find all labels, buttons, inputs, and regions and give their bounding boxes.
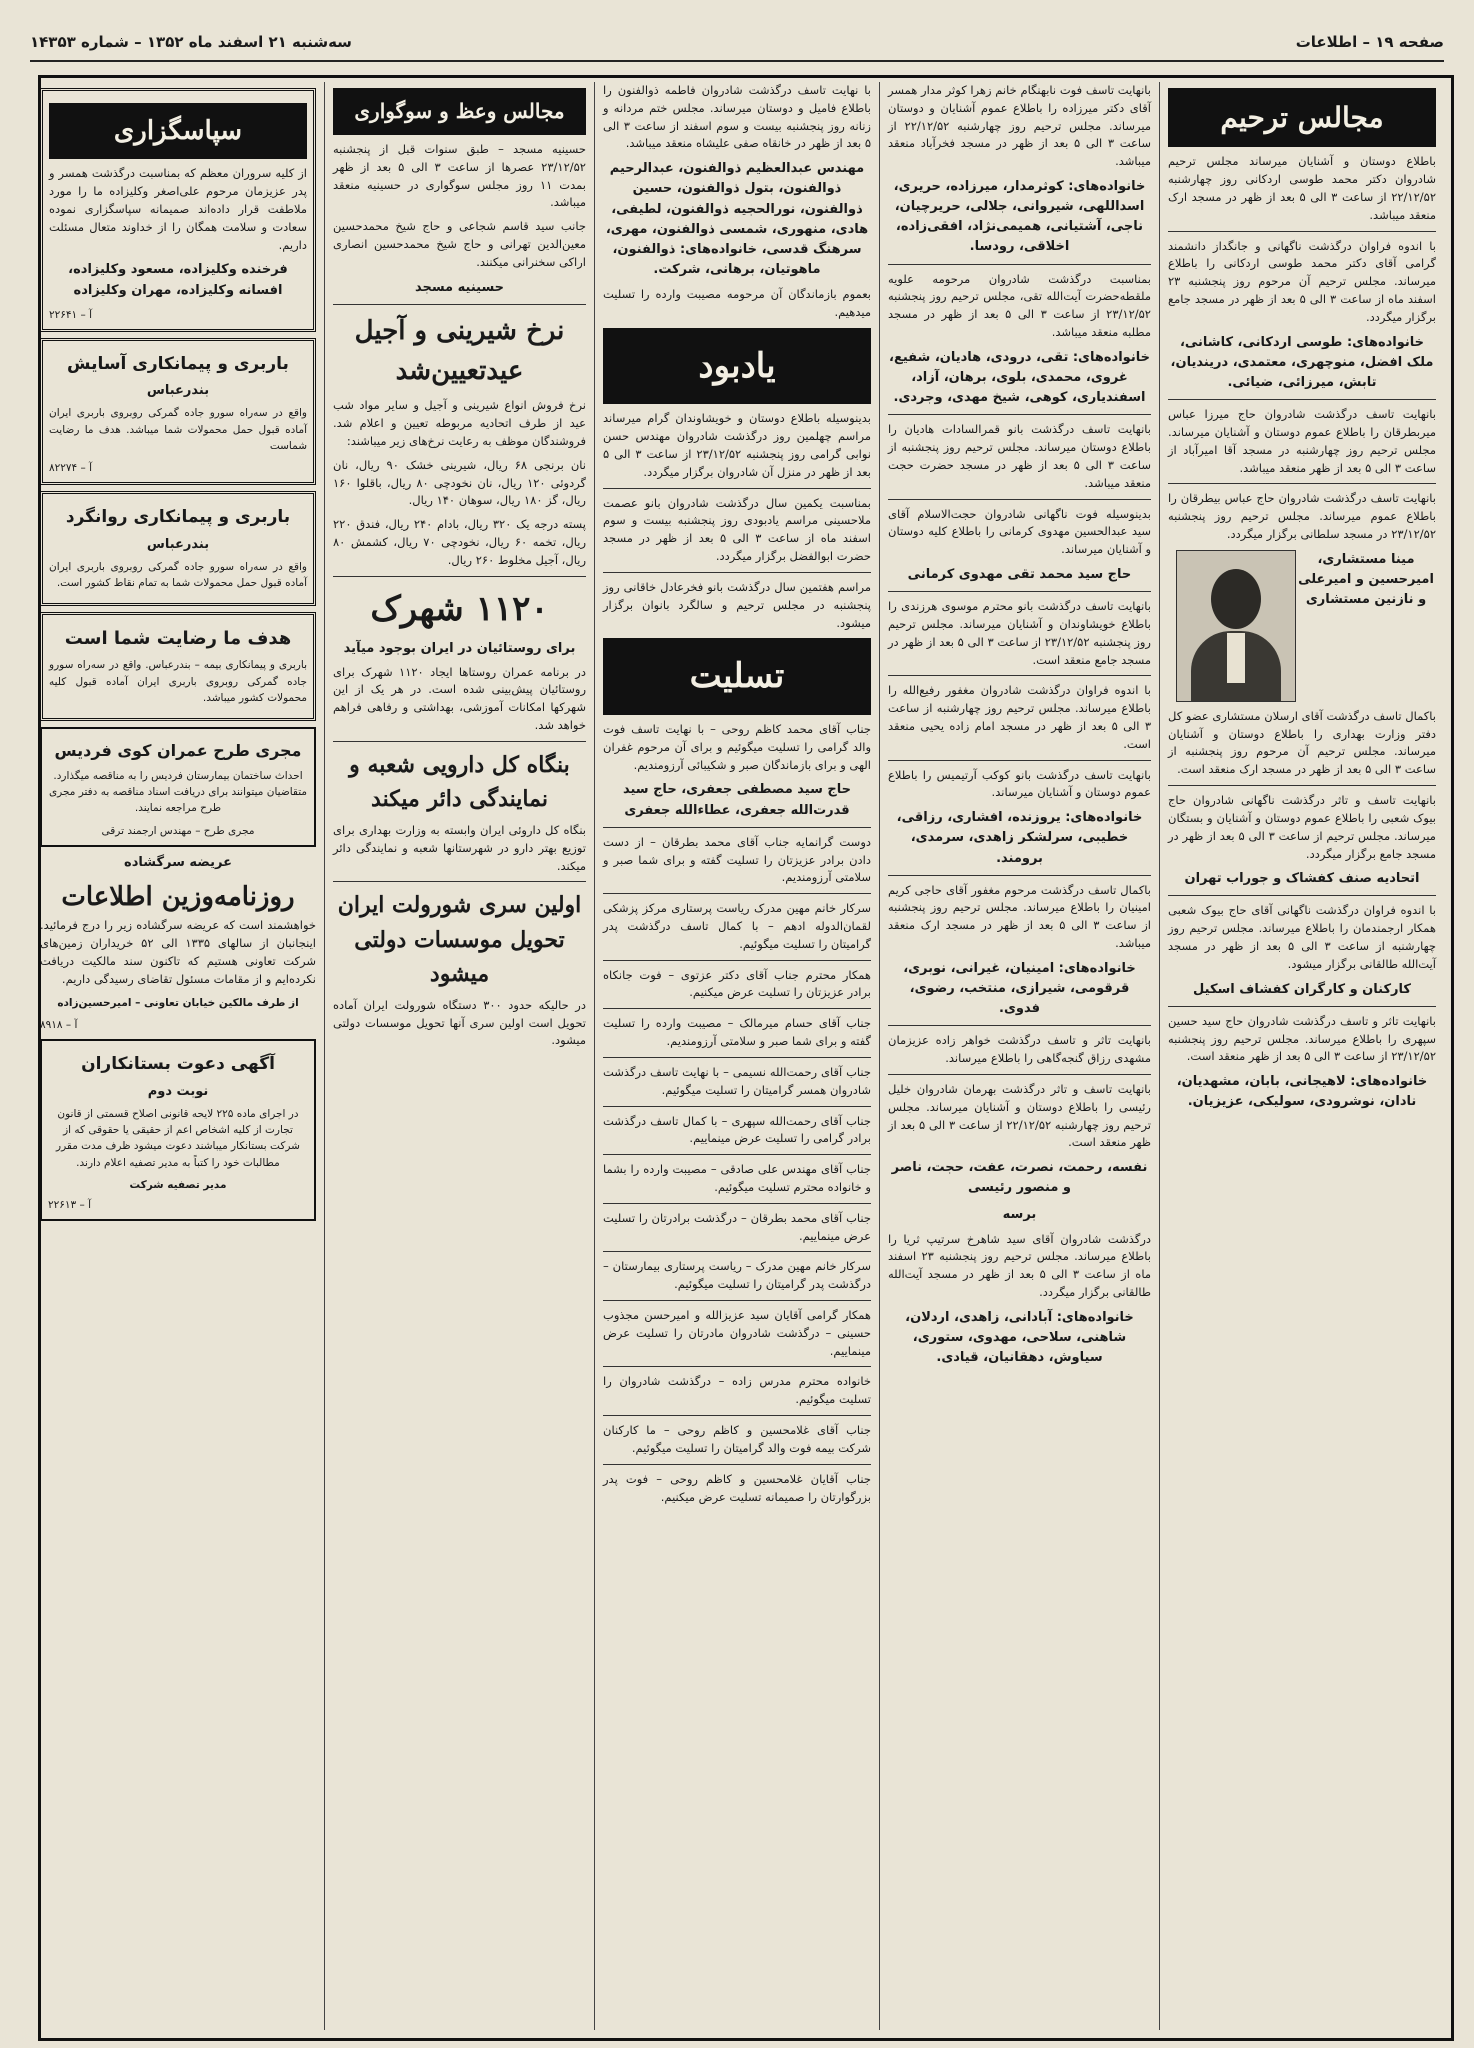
notice-title: آگهی دعوت بستانکاران: [81, 1054, 275, 1075]
divider: [1168, 231, 1436, 232]
divider: [603, 827, 871, 828]
condolence: جناب آقای حسام میرمالک – مصیبت وارده را تسلیت گفته و برای شما صبر و سلامتی آرزومندیم.: [603, 1016, 871, 1049]
ad-code: آ – ۸۲۲۷۴: [49, 462, 93, 475]
ad-text: واقع در سه‌راه سورو جاده گمرکی روبروی باربری ایران آماده قبول حمل محمولات شما به تمام نقاط کشور است.: [49, 560, 307, 590]
bongah-headline: بنگاه کل دارویی شعبه و نمایندگی دائر میکند: [349, 751, 570, 812]
tarhim-title: مجالس ترحیم: [1168, 88, 1436, 147]
ad-title: باربری و پیمانکاری روانگرد: [65, 507, 291, 528]
notice: بانهایت تاسف درگذشت بانو قمرالسادات هادیان را باطلاع دوستان میرساند. مجلس ترحیم روز پنجشنبه از ساعت ۳ الی ۵ بعد از ظهر در مسجد حضرت حجت منعقد میباشد.: [888, 422, 1151, 490]
divider: [1168, 483, 1436, 484]
divider: [603, 1203, 871, 1204]
column-5: [32, 82, 324, 2030]
condolence: جناب آقای مهندس علی صادقی – مصیبت وارده را بشما و خانواده محترم تسلیت میگوئیم.: [603, 1162, 871, 1194]
article-text: در برنامه عمران روستاها ایجاد ۱۱۲۰ شهرک برای روستائیان پیش‌بینی شده است. در هر یک از این شهرکها امکانات آموزشی، بهداشتی و رفاهی فراهم خواهد شد.: [333, 664, 586, 732]
header-rule: [30, 60, 1444, 62]
family-list: خانواده‌های: امینیان، غیرانی، نوبری، قرقومی، شیرازی، منتخب، رضوی، فدوی.: [903, 960, 1136, 1017]
divider: [603, 1300, 871, 1301]
thanks-box: [40, 88, 316, 332]
divider: [888, 1074, 1151, 1075]
page-header: [30, 22, 1444, 62]
divider: [603, 1366, 871, 1367]
family-list: مهندس عبدالعظیم ذوالفنون، عبدالرحیم ذوالفنون، بتول ذوالفنون، حسین ذوالفنون، نورالحجیه ذوالفنون، لطیفی، هادی، منهوری، شمسی ذوالفنون، مهری، سرهنگ قدسی، خانواده‌های: ذوالفنون، ماهوتیان، برهانی، شرکت.: [605, 161, 869, 277]
family-list: خانواده‌های: آبادانی، زاهدی، اردلان، شاهنی، سلاحی، مهدوی، ستوری، سیاوش، دهقانیان، قیادی.: [905, 1309, 1134, 1366]
divider: [888, 760, 1151, 761]
divider: [888, 1025, 1151, 1026]
thanks-names: فرخنده وکلیزاده، مسعود وکلیزاده، افسانه وکلیزاده، مهران وکلیزاده: [68, 262, 288, 298]
condolence: جناب آقای غلامحسین و کاظم روحی – ما کارکنان شرکت بیمه فوت والد گرامیتان را تسلیت میگوئیم.: [603, 1423, 871, 1455]
ad-title: مجری طرح عمران کوی فردیس: [54, 741, 302, 761]
condolence: جناب آقایان غلامحسین و کاظم روحی – فوت پدر بزرگوارتان را صمیمانه تسلیت عرض میکنیم.: [603, 1471, 871, 1504]
notice: با اندوه فراوان درگذشت ناگهانی آقای حاج بیوک شعبی همکار ارجمندمان را باطلاع میرساند. مجلس ترحیم روز چهارشنبه از ساعت ۳ الی ۵ بعد از ظهر در مسجد آیت‌الله طالقانی برگزار میشود.: [1168, 903, 1436, 971]
thanks-title: سپاسگزاری: [49, 103, 307, 159]
divider: [888, 499, 1151, 500]
divider: [603, 1464, 871, 1465]
ad-title: هدف ما رضایت شما است: [64, 628, 292, 650]
condolence: جناب آقای محمد بطرقان – درگذشت برادرتان را تسلیت عرض مینماییم.: [603, 1210, 871, 1243]
family-list: خانواده‌های: طوسی اردکانی، کاشانی، ملک افضل، منوچهری، معتمدی، دریندیان، تابش، میرزائی، ضیائی.: [1170, 334, 1434, 390]
open-letter-signature: از طرف مالکین خیابان تعاونی – امیرحسین‌زاده: [57, 996, 299, 1009]
notice: بمناسبت یکمین سال درگذشت شادروان بانو عصمت ملاحسینی مراسم یادبودی روز پنجشنبه بیست و سوم اسفند ماه از ساعت ۳ الی ۵ بعد از ظهر در مسجد حضرت ابوالفضل برگزار میگردد.: [603, 495, 871, 564]
subheading: برسه: [1002, 1206, 1037, 1222]
divider: [603, 488, 871, 489]
divider: [603, 572, 871, 573]
article-text: پسته درجه یک ۳۲۰ ریال، بادام ۲۴۰ ریال، فندق ۲۲۰ ریال، تخمه ۶۰ ریال، نخودچی ۷۰ ریال، کشمش ۸۰ ریال، آجیل مخلوط ۲۶۰ ریال.: [333, 517, 586, 567]
union-name: اتحادیه صنف کفشاک و جوراب تهران: [1184, 871, 1420, 887]
notice: بانهایت تاسف درگذشت بانو کوکب آرتیمیس را باطلاع عموم دوستان و آشنایان میرساند.: [888, 767, 1151, 800]
divider: [603, 1057, 871, 1058]
column-2: [879, 82, 1159, 2030]
divider: [888, 675, 1151, 676]
notice: با اندوه فراوان درگذشت شادروان مغفور رفیع‌الله را باطلاع میرساند. مجلس ترحیم روز چهارشنبه از ساعت ۳ الی ۵ بعد از ظهر در مسجد امام زاده یحیی منعقد است.: [888, 683, 1151, 751]
notice: بمناسبت درگذشت شادروان مرحومه علویه ملقطه‌حضرت آیت‌الله تقی، مجلس ترحیم روز پنجشنبه ۲۳/۱۲/۵۲ از ساعت ۳ الی ۵ بعد از ظهر در مسجد مطلبه منعقد میباشد.: [888, 271, 1151, 340]
column-1: [1159, 82, 1444, 2030]
ad-asayesh: [40, 338, 316, 486]
divider: [888, 875, 1151, 876]
divider: [333, 881, 586, 882]
notice: باطلاع دوستان و آشنایان میرساند مجلس ترحیم شادروان دکتر محمد طوسی اردکانی روز چهارشنبه ۲۲/۱۲/۵۲ از ساعت ۳ الی ۵ بعد از ظهر در مسجد ارک منعقد میباشد.: [1168, 154, 1436, 222]
notice-signature: مدیر تصفیه شرکت: [129, 1178, 227, 1191]
divider: [1168, 1006, 1436, 1007]
ad-subtitle: بندرعباس: [146, 383, 210, 399]
open-letter-text: خواهشمند است که عریضه سرگشاده زیر را درج فرمائید. اینجانبان از سالهای ۱۳۳۵ الی ۵۲ خریداران زمین‌های شرکت تعاونی هستیم که تاکنون سند مالکیت دریافت نکرده‌ایم و از مقامات مسئول تقاضای رسیدگی داریم.: [40, 918, 316, 986]
article-text: نان برنجی ۶۸ ریال، شیرینی خشک ۹۰ ریال، نان گردوئی ۱۲۰ ریال، نان نخودچی ۸۰ ریال، باقلوا ۱۶۰ ریال، گز ۱۸۰ ریال، سوهان ۱۴۰ ریال.: [333, 457, 587, 508]
condolence: سرکار خانم مهین مدرک – ریاست پرستاری بیمارستان – درگذشت پدر گرامیتان را تسلیت میگوئیم.: [603, 1259, 871, 1292]
notice: بانهایت تاسف فوت نابهنگام خانم زهرا کوثر مدار همسر آقای دکتر میرزاده را باطلاع عموم آشنایان و دوستان میرساند. مجلس ترحیم روز چهارشنبه ۲۲/۱۲/۵۲ از ساعت ۳ الی ۵ بعد از ظهر در مسجد فخرآباد منعقد میباشد.: [888, 83, 1151, 169]
divider: [333, 741, 586, 742]
ad-ravangard: [40, 491, 316, 606]
condolence: دوست گرانمایه جناب آقای محمد بطرقان – از دست دادن برادر عزیزتان را تسلیت گفته و برای شما صبر و سلامتی آرزومندیم.: [603, 834, 871, 885]
ad-text: باربری و پیمانکاری بیمه – بندرعباس. واقع در سه‌راه سورو جاده گمرکی روبروی باربری ایران آماده قبول کلیه محمولات کشور میباشد.: [49, 659, 307, 704]
open-letter-kicker: عریضه سرگشاده: [124, 855, 232, 871]
notice: بعموم بازماندگان آن مرحومه مصیبت وارده را تسلیت میدهیم.: [603, 287, 871, 319]
ad-text: احداث ساختمان بیمارستان فردیس را به مناقصه میگذارد. متقاضیان میتوانند برای دریافت اسناد مناقصه به دفتر مجری طرح مراجعه نمایند.: [48, 769, 308, 815]
notice: بانهایت تاثر و تاسف درگذشت شادروان حاج سید حسین سپهری را باطلاع میرساند. مجلس ترحیم روز پنجشنبه ۲۳/۱۲/۵۲ از ساعت ۳ الی ۵ بعد از ظهر منعقد است.: [1168, 1013, 1436, 1064]
divider: [333, 304, 586, 305]
notice: بانهایت تاسف درگذشت بانو محترم موسوی هرزندی را باطلاع خویشاوندان و آشنایان میرساند. مجلس ترحیم روز پنجشنبه ۲۳/۱۲/۵۲ از ساعت ۳ الی ۵ بعد از ظهر در مسجد جامع منعقد است.: [888, 599, 1151, 667]
family-list: خانواده‌های: تقی، درودی، هادیان، شفیع، غروی، محمدی، بلوی، برهان، آزاد، اسفندیاری، کوهی، شیخ مهدی، وجردی.: [889, 349, 1150, 406]
ad-code: آ – ۲۲۶۴۱: [49, 308, 93, 321]
column-4: [324, 82, 594, 2030]
divider: [1168, 895, 1436, 896]
article-text: در حالیکه حدود ۳۰۰ دستگاه شورولت ایران آماده تحویل است اولین سری آنها تحویل موسسات دولتی میشود.: [333, 997, 586, 1048]
notice: حسینیه مسجد – طبق سنوات قبل از پنجشنبه ۲۳/۱۲/۵۲ عصرها از ساعت ۳ الی ۵ بعد از ظهر بمدت ۱۱ روز مجلس سوگواری در حسینیه منعقد میباشد.: [333, 142, 586, 210]
notice: بدینوسیله باطلاع دوستان و خویشاوندان گرام میرساند مراسم چهلمین روز درگذشت شادروان مهندس حسن نوابی گرامی روز پنجشنبه ۲۳/۱۲/۵۲ از ساعت ۳ الی ۵ بعد از ظهر در منزل آن شادروان برگزار میگردد.: [603, 411, 871, 479]
notice: درگذشت شادروان آقای سید شاهرخ سرتیپ ثریا را باطلاع میرساند. مجلس ترحیم روز پنجشنبه ۲۳ اسفند ماه از ساعت ۳ الی ۵ بعد از ظهر در مسجد آیت‌الله طالقانی برگزار میگردد.: [888, 1231, 1151, 1300]
notice: بانهایت تاسف درگذشت شادروان حاج میرزا عباس میربطرقان را باطلاع عموم دوستان و آشنایان میرساند. مجلس ترحیم روز چهارشنبه در مسجد آقا امیرآباد از ساعت ۳ الی ۵ بعد از ظهر منعقد میباشد.: [1168, 407, 1436, 475]
divider: [603, 893, 871, 894]
notice: با نهایت تاسف درگذشت شادروان فاطمه ذوالفنون را باطلاع فامیل و دوستان میرساند. مجلس ختم مردانه و زنانه روز پنجشنبه بیست و سوم اسفند از ساعت ۳ الی ۵ بعد از ظهر در خانقاه صفی علیشاه منعقد میباشد.: [603, 83, 871, 151]
condolence: همکار محترم جناب آقای دکتر عزتوی – فوت جانکاه برادر عزیزتان را تسلیت عرض میکنیم.: [603, 967, 871, 1000]
divider: [888, 414, 1151, 415]
rates-headline: نرخ شیرینی و آجیل عیدتعیین‌شد: [354, 315, 565, 387]
signature: حاج سید مصطفی جعفری، حاج سید قدرت‌الله جعفری، عطاءالله جعفری: [622, 782, 852, 818]
ad-code: آ – ۸۹۱۸: [40, 1018, 78, 1031]
divider: [888, 591, 1151, 592]
taslit-title: تسلیت: [603, 638, 871, 715]
divider: [603, 1106, 871, 1107]
notice: بانهایت تاسف و تاثر درگذشت بهرمان شادروان خلیل رئیسی را باطلاع دوستان و آشنایان میرساند. مجلس ترحیم روز چهارشنبه ۲۲/۱۲/۵۲ از ساعت ۳ الی ۵ بعد از ظهر منعقد است.: [888, 1081, 1151, 1150]
shahrak-headline: ۱۱۲۰ شهرک: [370, 588, 549, 629]
ad-code: آ – ۲۲۶۱۳: [48, 1199, 92, 1212]
divider: [603, 1154, 871, 1155]
notice-text: در اجرای ماده ۲۲۵ لایحه قانونی اصلاح قسمتی از قانون تجارت از کلیه اشخاص اعم از حقیقی یا حقوقی که از شرکت بستانکار میباشند دعوت میشود ظرف مدت مقرر مطالبات خود را کتباً به مدیر تصفیه اعلام دارند.: [56, 1107, 300, 1169]
divider: [603, 960, 871, 961]
notice: بانهایت تاسف درگذشت شادروان حاج عباس بیطرقان را باطلاع عموم میرساند. مجلس ترحیم روز پنجشنبه ۲۳/۱۲/۵۲ در مسجد سلطانی برگزار میگردد.: [1168, 491, 1436, 541]
notice: بدینوسیله فوت ناگهانی شادروان حجت‌الاسلام آقای سید عبدالحسین مهدوی کرمانی را باطلاع کلیه دوستان و آشنایان میرساند.: [888, 506, 1151, 557]
divider: [603, 1415, 871, 1416]
divider: [888, 264, 1151, 265]
divider: [1168, 785, 1436, 786]
shahrak-subheadline: برای روستائیان در ایران بوجود میآید: [343, 641, 576, 657]
condolence: جناب آقای رحمت‌الله سپهری – با کمال تاسف درگذشت برادر گرامی را تسلیت عرض مینماییم.: [603, 1113, 871, 1146]
thanks-text: از کلیه سروران معظم که بمناسبت درگذشت همسر و پدر عزیزمان مرحوم علی‌اصغر وکلیزاده ما را مورد ملاطفت قرار داده‌اند صمیمانه سپاسگزاری نموده سعادت و سلامت همگان را از خداوند متعال مسئلت داریم.: [49, 166, 307, 252]
yadbood-title: یادبود: [603, 328, 871, 405]
signature: حسینیه مسجد: [414, 279, 505, 295]
ad-signature: مجری طرح – مهندس ارجمند ترقی: [101, 824, 255, 837]
chevrolet-headline: اولین سری شورولت ایران تحویل موسسات دولتی میشود: [337, 892, 582, 987]
notice: بانهایت تاثر و تاسف درگذشت خواهر زاده عزیزمان مشهدی رزاق گنجه‌گاهی را باطلاع میرساند.: [888, 1033, 1151, 1066]
header-date-issue: سه‌شنبه ۲۱ اسفند ماه ۱۳۵۲ – شماره ۱۴۳۵۳: [30, 33, 352, 51]
notice: باکمال تاسف درگذشت مرحوم مغفور آقای حاجی کریم امینیان را باطلاع میرساند. مجلس ترحیم روز پنجشنبه از ساعت ۳ الی ۵ بعد از ظهر در مسجد ارک منعقد میباشد.: [888, 882, 1151, 951]
ad-fardis: [40, 727, 316, 847]
notice: بانهایت تاسف و تاثر درگذشت ناگهانی شادروان حاج بیوک شعبی را باطلاع عموم دوستان و آشنایان و بستگان میرساند. مجلس ترحیم از ساعت ۳ الی ۵ بعد از ظهر در مسجد جامع برگزار میگردد.: [1168, 793, 1436, 861]
divider: [333, 576, 586, 577]
creditors-notice: [40, 1039, 316, 1221]
notice-subtitle: نوبت دوم: [147, 1083, 209, 1099]
condolence: همکار گرامی آقایان سید عزیزالله و امیرحسن مجذوب حسینی – درگذشت شادروان مادرتان را تسلیت عرض مینماییم.: [603, 1308, 871, 1358]
condolence: جناب آقای رحمت‌الله نسیمی – با نهایت تاسف درگذشت شادروان همسر گرامیتان را تسلیت میگوئیم.: [603, 1064, 871, 1097]
vaz-title: مجالس وعظ و سوگواری: [333, 88, 586, 135]
open-letter-title: روزنامه‌وزین اطلاعات: [61, 882, 295, 913]
ad-bimeh: [40, 612, 316, 721]
family-list: خانواده‌های: کوثرمدار، میرزاده، حریری، اسداللهی، شیروانی، جلالی، حریرچیان، ناجی، آشتیانی، همیمی‌نژاد، افقی‌زاده، اخلاقی، رودسا.: [893, 179, 1146, 255]
signature: حاج سید محمد تقی مهدوی کرمانی: [907, 566, 1132, 582]
article-text: بنگاه کل داروئی ایران وابسته به وزارت بهداری برای توزیع بهتر دارو در شهرستانها شعبه و نمایندگی دائر میکند.: [333, 823, 586, 873]
article-text: نرخ فروش انواع شیرینی و آجیل و سایر مواد شب عید از طرف اتحادیه مربوطه تعیین و اعلام شد. فروشندگان موظف به رعایت نرخ‌های زیر میباشند:: [333, 398, 586, 449]
notice: با اندوه فراوان درگذشت ناگهانی و جانگداز دانشمند گرامی آقای دکتر محمد طوسی اردکانی را باطلاع میرساند. مجلس ترحیم آن مرحوم روز پنجشنبه ۲۳ اسفند ماه از ساعت ۳ الی ۵ بعد از ظهر در مسجد جامع برگزار میگردد.: [1168, 238, 1436, 324]
condolence: خانواده محترم مدرس زاده – درگذشت شادروان را تسلیت میگوئیم.: [603, 1374, 871, 1407]
notice: باکمال تاسف درگذشت آقای ارسلان مستشاری عضو کل دفتر وزارت بهداری را باطلاع دوستان و آشنایان میرساند. مجلس ترحیم آن مرحوم روز پنجشنبه از ساعت ۳ الی ۵ بعد از ظهر در مسجد ارک منعقد است.: [1168, 708, 1436, 777]
company-name: کارکنان و کارگران کفشاف اسکیل: [1193, 981, 1411, 997]
divider: [603, 1251, 871, 1252]
family-list: خانواده‌های: لاهیجانی، بابان، مشهدیان، نادان، نوشرودی، سولیکی، عزیزیان.: [1176, 1074, 1428, 1110]
condolence: جناب آقای محمد کاظم روحی – با نهایت تاسف فوت والد گرامی را تسلیت میگوئیم و برای آن مرحوم غفران الهی و برای بازماندگان صبر و شکیبائی آرزومندیم.: [603, 722, 871, 772]
notice: جانب سید قاسم شجاعی و حاج شیخ محمدحسین معین‌الدین تهرانی و حاج شیخ محمدحسین انصاری اراکی سخنرانی میکنند.: [333, 219, 586, 269]
family-names: نفسه، رحمت، نصرت، عفت، حجت، ناصر و منصور رئیسی: [891, 1160, 1148, 1196]
divider: [603, 1008, 871, 1009]
divider: [1168, 399, 1436, 400]
ad-text: واقع در سه‌راه سورو جاده گمرکی روبروی باربری ایران آماده قبول حمل محمولات شما میباشد. هدف ما رضایت شماست: [49, 407, 307, 452]
family-list: خانواده‌های: یروزنده، افشاری، رزاقی، خطیبی، سرلشکر زاهدی، سرمدی، برومند.: [896, 810, 1143, 866]
portrait-photo: [1176, 550, 1296, 702]
ad-title: باربری و پیمانکاری آسایش: [67, 353, 289, 374]
condolence: سرکار خانم مهین مدرک ریاست پرستاری مرکز پزشکی لقمان‌الدوله ادهم – با کمال تاسف درگذشت پدر گرامیتان را تسلیت میگوئیم.: [603, 901, 871, 951]
column-3: [594, 82, 879, 2030]
notice: مراسم هفتمین سال درگذشت بانو فخرعادل خاقانی روز پنجشنبه در مجلس ترحیم و سالگرد بانوان برگزار میشود.: [603, 579, 871, 630]
ad-subtitle: بندرعباس: [146, 536, 210, 552]
header-page-number: صفحه ۱۹ – اطلاعات: [1295, 33, 1444, 51]
family-names: مینا مستشاری، امیرحسین و امیرعلی و نازنین مستشاری: [1298, 551, 1434, 608]
